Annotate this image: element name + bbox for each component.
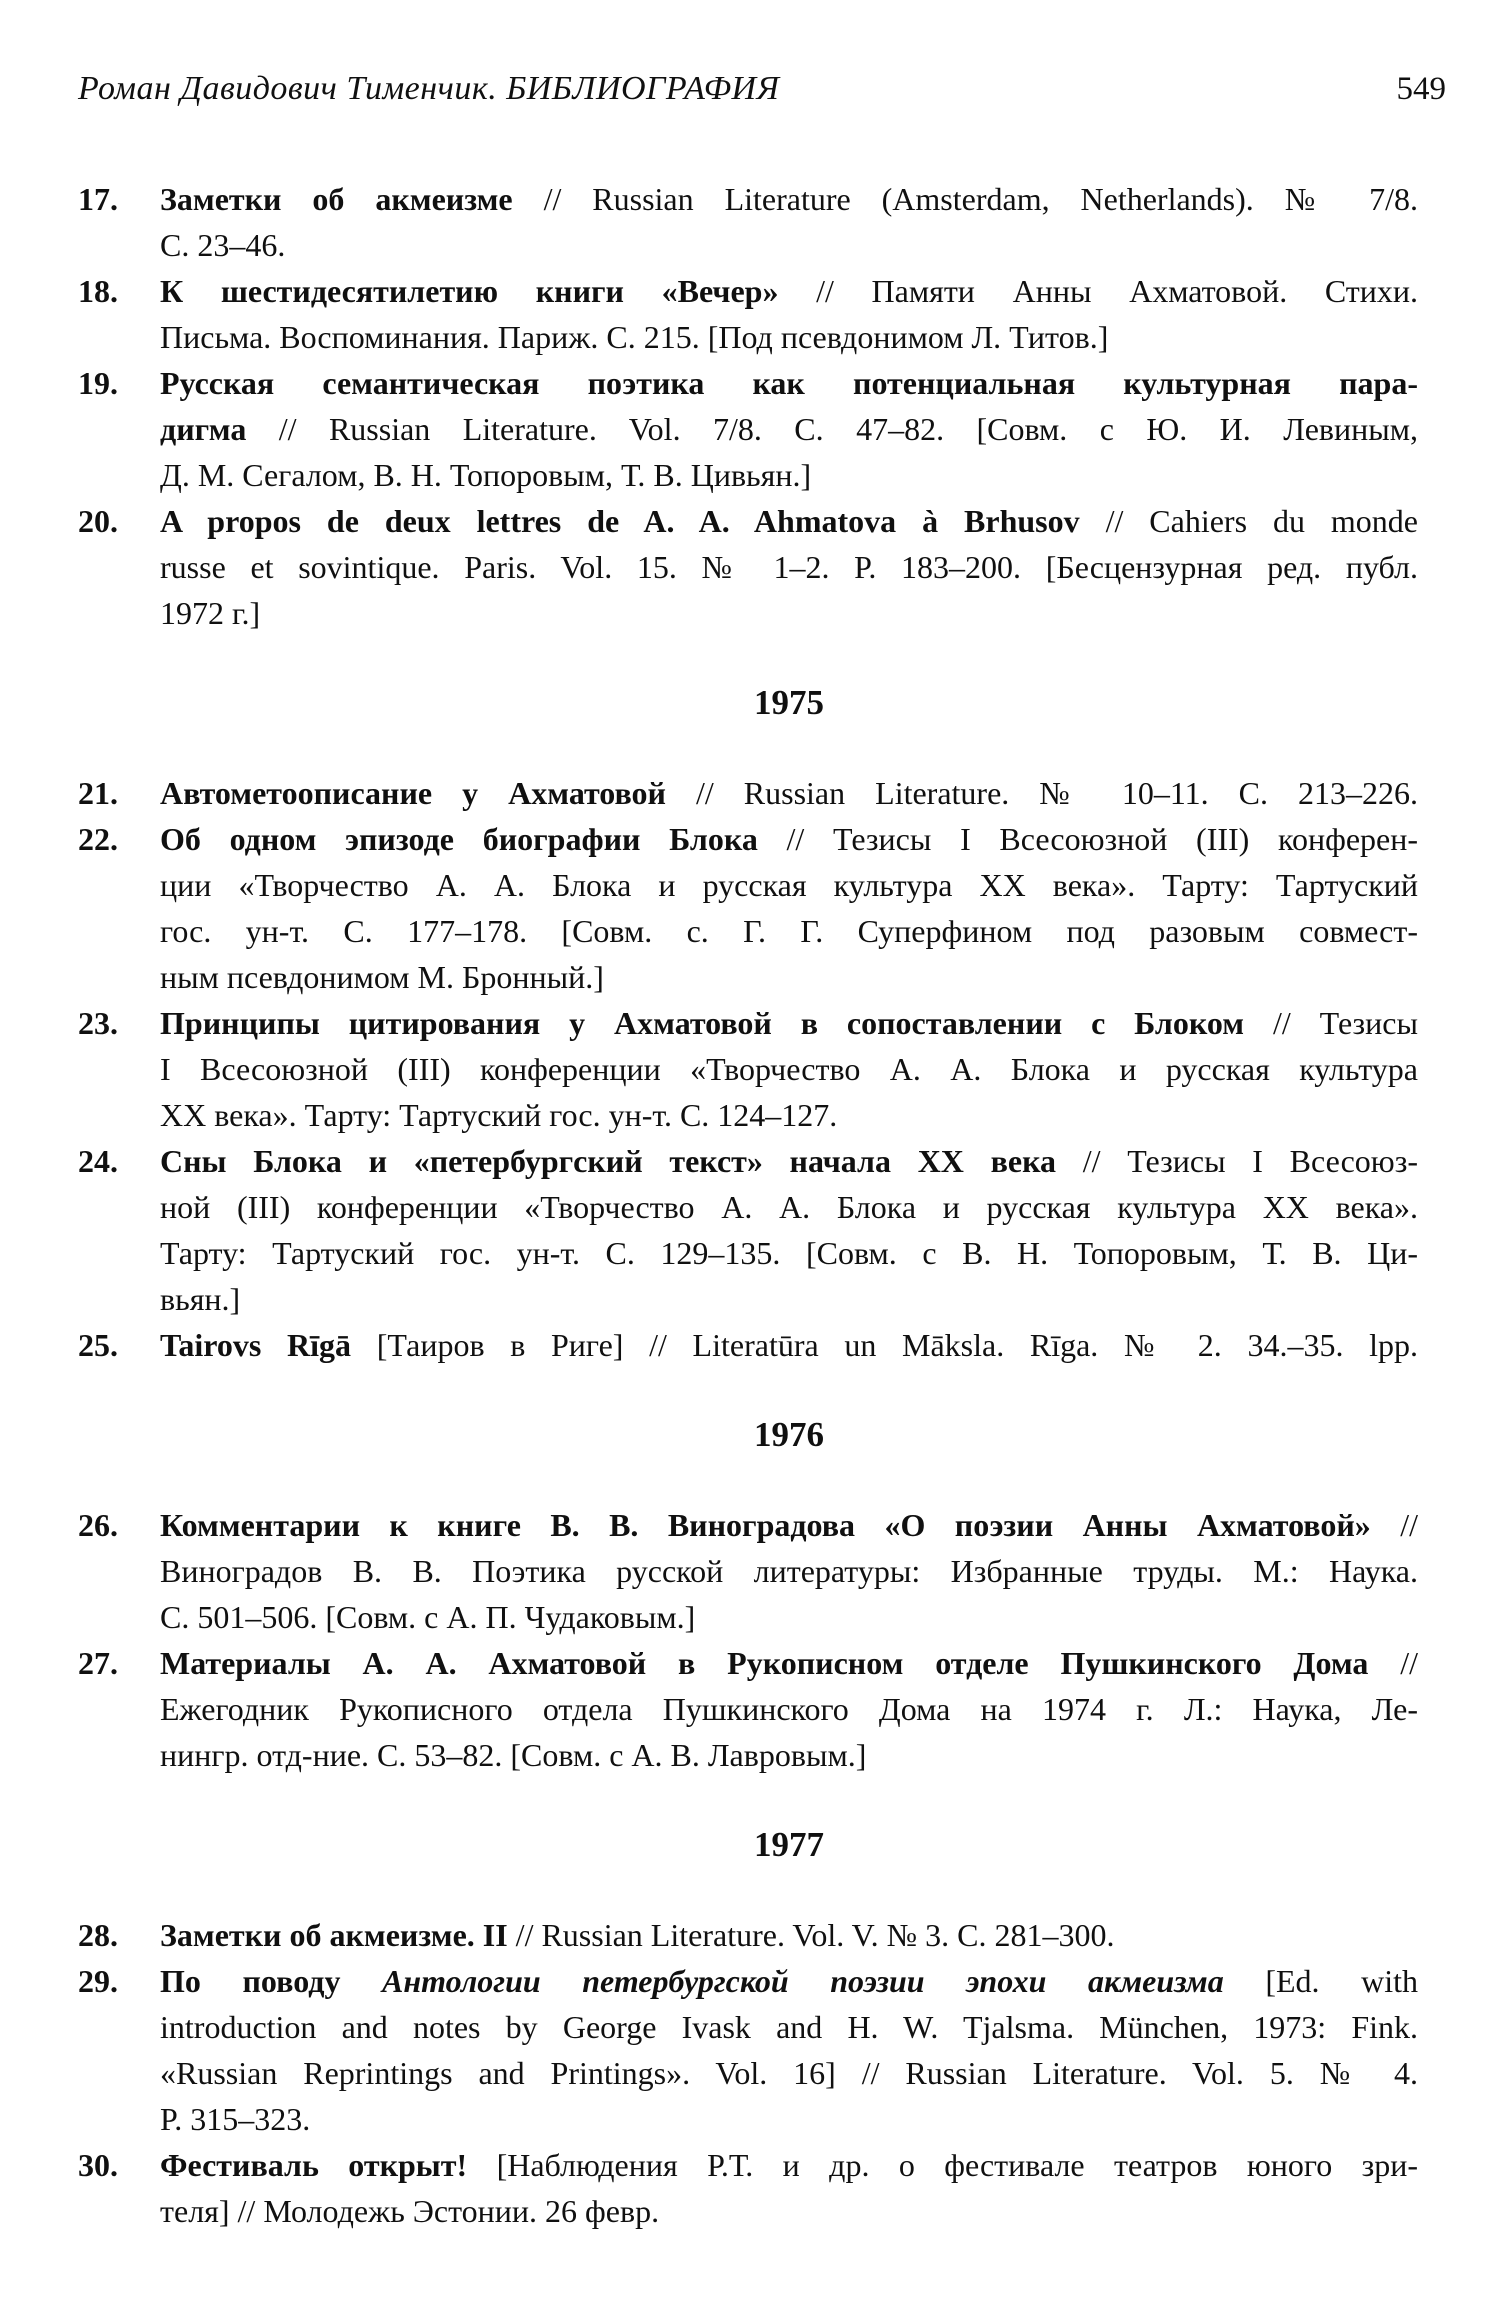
bibliography-entry bbox=[78, 1000, 1418, 1138]
entry-line bbox=[160, 1276, 1418, 1322]
entry-segment: По поводу bbox=[160, 1963, 383, 1999]
entry-line bbox=[160, 314, 1418, 360]
entry-segment: С. 23–46. bbox=[160, 227, 286, 263]
entry-segment: Комментарии к книге В. В. Виноградова «О поэзии Анны Ахматовой» bbox=[160, 1507, 1371, 1543]
entry-segment: Tairovs Rīgā bbox=[160, 1327, 352, 1363]
bibliography-entry bbox=[78, 498, 1418, 636]
entry-line bbox=[160, 2004, 1418, 2050]
entry-line bbox=[160, 862, 1418, 908]
year-heading: 1977 bbox=[754, 1825, 824, 1864]
entry-number: 27. bbox=[78, 1645, 118, 1681]
entry-line bbox=[160, 1686, 1418, 1732]
entry-number: 17. bbox=[78, 181, 118, 217]
entry-number: 26. bbox=[78, 1507, 118, 1543]
bibliography-list bbox=[78, 176, 1418, 2234]
entry-segment: Виноградов В. В. Поэтика русской литературы: Избранные труды. М.: Наука. bbox=[160, 1553, 1418, 1589]
entry-line bbox=[160, 2188, 1418, 2234]
entry-segment: ной (III) конференции «Творчество А. А. Блока и русская культура XX века». bbox=[160, 1189, 1418, 1225]
entry-line bbox=[160, 1046, 1418, 1092]
entry-line bbox=[160, 1594, 1418, 1640]
entry-segment: дигма bbox=[160, 411, 247, 447]
entry-line bbox=[160, 1138, 1418, 1184]
entry-number: 20. bbox=[78, 503, 118, 539]
entry-line bbox=[160, 954, 1418, 1000]
entry-number: 19. bbox=[78, 365, 118, 401]
entry-segment: ным псевдонимом М. Бронный.] bbox=[160, 959, 604, 995]
entry-segment: Д. М. Сегалом, В. Н. Топоровым, Т. В. Цивьян.] bbox=[160, 457, 812, 493]
bibliography-entry bbox=[78, 360, 1418, 498]
entry-segment: Антологии петербургской поэзии эпохи акмеизма bbox=[382, 1963, 1224, 1999]
entry-segment: Материалы А. А. Ахматовой в Рукописном отделе Пушкинского Дома bbox=[160, 1645, 1369, 1681]
entry-text bbox=[160, 1138, 1418, 1322]
entry-segment: // Тезисы bbox=[1244, 1005, 1419, 1041]
entry-segment: гос. ун-т. С. 177–178. [Совм. с. Г. Г. Суперфином под разовым совмест- bbox=[160, 913, 1418, 949]
entry-line bbox=[160, 1640, 1418, 1686]
entry-segment: russe et sovintique. Paris. Vol. 15. № 1–2. P. 183–200. [Бесцензурная ред. публ. bbox=[160, 549, 1418, 585]
entry-line bbox=[160, 770, 1418, 816]
entry-line bbox=[160, 498, 1418, 544]
entry-text bbox=[160, 498, 1418, 636]
bibliography-entry bbox=[78, 1138, 1418, 1322]
entry-text bbox=[160, 1000, 1418, 1138]
year-heading: 1975 bbox=[754, 683, 824, 722]
entry-segment: Заметки об акмеизме. II bbox=[160, 1917, 508, 1953]
entry-number: 23. bbox=[78, 1005, 118, 1041]
entry-segment: Принципы цитирования у Ахматовой в сопоставлении с Блоком bbox=[160, 1005, 1245, 1041]
entry-line bbox=[160, 1230, 1418, 1276]
entry-text bbox=[160, 1322, 1418, 1368]
entry-segment: «Russian Reprintings and Printings». Vol. 16] // Russian Literature. Vol. 5. № 4. bbox=[160, 2055, 1418, 2091]
entry-segment: // Тезисы I Всесоюз- bbox=[1056, 1143, 1419, 1179]
bibliography-entry bbox=[78, 1912, 1418, 1958]
entry-segment: // Тезисы I Всесоюзной (III) конферен- bbox=[757, 821, 1419, 857]
bibliography-entry bbox=[78, 268, 1418, 360]
entry-segment: // bbox=[1368, 1645, 1419, 1681]
entry-line bbox=[160, 1184, 1418, 1230]
page-header bbox=[78, 70, 1446, 108]
entry-line bbox=[160, 1092, 1418, 1138]
entry-segment: Об одном эпизоде биографии Блока bbox=[160, 821, 758, 857]
entry-number: 28. bbox=[78, 1917, 118, 1953]
entry-line bbox=[160, 452, 1418, 498]
entry-number: 30. bbox=[78, 2147, 118, 2183]
entry-segment: Ежегодник Рукописного отдела Пушкинского Дома на 1974 г. Л.: Наука, Ле- bbox=[160, 1691, 1418, 1727]
entry-segment: [Таиров в Риге] // Literatūra un Māksla. Rīga. № 2. 34.–35. lpp. bbox=[351, 1327, 1419, 1363]
entry-line bbox=[160, 1732, 1418, 1778]
bibliography-entry bbox=[78, 1502, 1418, 1640]
entry-segment: теля] // Молодежь Эстонии. 26 февр. bbox=[160, 2193, 660, 2229]
entry-number: 25. bbox=[78, 1327, 118, 1363]
entry-segment: // Russian Literature. Vol. V. № 3. С. 281–300. bbox=[507, 1917, 1115, 1953]
entry-segment: // bbox=[1370, 1507, 1419, 1543]
entry-segment: 1972 г.] bbox=[160, 595, 261, 631]
entry-segment: Автометоописание у Ахматовой bbox=[160, 775, 666, 811]
entry-text bbox=[160, 268, 1418, 360]
entry-segment: I Всесоюзной (III) конференции «Творчество А. А. Блока и русская культура bbox=[160, 1051, 1418, 1087]
entry-number: 29. bbox=[78, 1963, 118, 1999]
entry-line bbox=[160, 2096, 1418, 2142]
entry-segment: Фестиваль открыт! bbox=[160, 2147, 468, 2183]
entry-line bbox=[160, 908, 1418, 954]
entry-text bbox=[160, 816, 1418, 1000]
entry-number: 22. bbox=[78, 821, 118, 857]
entry-segment: A propos de deux lettres de A. A. Ahmatova à Brhusov bbox=[160, 503, 1080, 539]
entry-segment: С. 501–506. [Совм. с А. П. Чудаковым.] bbox=[160, 1599, 696, 1635]
entry-segment: // Russian Literature. № 10–11. С. 213–226. bbox=[666, 775, 1419, 811]
entry-segment: P. 315–323. bbox=[160, 2101, 311, 2137]
entry-line bbox=[160, 360, 1418, 406]
bibliography-entry bbox=[78, 176, 1418, 268]
entry-text bbox=[160, 1502, 1418, 1640]
entry-number: 18. bbox=[78, 273, 118, 309]
bibliography-entry bbox=[78, 1640, 1418, 1778]
entry-text bbox=[160, 1912, 1418, 1958]
entry-segment: Тарту: Тартуский гос. ун-т. С. 129–135. [Совм. с В. Н. Топоровым, Т. В. Ци- bbox=[160, 1235, 1418, 1271]
entry-number: 21. bbox=[78, 775, 118, 811]
entry-line bbox=[160, 2050, 1418, 2096]
entry-line bbox=[160, 590, 1418, 636]
entry-line bbox=[160, 1502, 1418, 1548]
entry-text bbox=[160, 360, 1418, 498]
entry-segment: [Наблюдения Р.Т. и др. о фестивале театров юного зри- bbox=[467, 2147, 1419, 2183]
entry-line bbox=[160, 544, 1418, 590]
entry-segment: ции «Творчество А. А. Блока и русская культура XX века». Тарту: Тартуский bbox=[160, 867, 1418, 903]
entry-segment: [Ed. with bbox=[1223, 1963, 1418, 1999]
bibliography-entry bbox=[78, 816, 1418, 1000]
entry-segment: introduction and notes by George Ivask and H. W. Tjalsma. München, 1973: Fink. bbox=[160, 2009, 1418, 2045]
entry-segment: нингр. отд-ние. С. 53–82. [Совм. с А. В. Лавровым.] bbox=[160, 1737, 867, 1773]
page-number: 549 bbox=[1396, 71, 1446, 107]
bibliography-entry bbox=[78, 1958, 1418, 2142]
entry-segment: // Russian Literature (Amsterdam, Netherlands). № 7/8. bbox=[512, 181, 1419, 217]
entry-line bbox=[160, 406, 1418, 452]
entry-text bbox=[160, 2142, 1418, 2234]
entry-line bbox=[160, 816, 1418, 862]
entry-line bbox=[160, 1912, 1418, 1958]
entry-line bbox=[160, 176, 1418, 222]
entry-line bbox=[160, 1958, 1418, 2004]
entry-segment: // Памяти Анны Ахматовой. Стихи. bbox=[778, 273, 1418, 309]
entry-segment: Заметки об акмеизме bbox=[160, 181, 513, 217]
entry-text bbox=[160, 176, 1418, 268]
entry-segment: // Cahiers du monde bbox=[1079, 503, 1419, 539]
entry-text bbox=[160, 1640, 1418, 1778]
bibliography-entry bbox=[78, 2142, 1418, 2234]
entry-segment: К шестидесятилетию книги «Вечер» bbox=[160, 273, 779, 309]
bibliography-entry bbox=[78, 1322, 1418, 1368]
entry-line bbox=[160, 268, 1418, 314]
entry-line bbox=[160, 1322, 1418, 1368]
entry-text bbox=[160, 1958, 1418, 2142]
entry-line bbox=[160, 1000, 1418, 1046]
bibliography-entry bbox=[78, 770, 1418, 816]
entry-line bbox=[160, 2142, 1418, 2188]
entry-segment: вьян.] bbox=[160, 1281, 241, 1317]
entry-segment: XX века». Тарту: Тартуский гос. ун-т. С. 124–127. bbox=[160, 1097, 838, 1133]
entry-segment: Русская семантическая поэтика как потенциальная культурная пара- bbox=[160, 365, 1418, 401]
entry-segment: Письма. Воспоминания. Париж. С. 215. [Под псевдонимом Л. Титов.] bbox=[160, 319, 1109, 355]
entry-line bbox=[160, 1548, 1418, 1594]
page-header-title: Роман Давидович Тименчик. БИБЛИОГРАФИЯ bbox=[78, 70, 780, 107]
entry-segment: // Russian Literature. Vol. 7/8. С. 47–82. [Совм. с Ю. И. Левиным, bbox=[246, 411, 1418, 447]
entry-number: 24. bbox=[78, 1143, 118, 1179]
entry-text bbox=[160, 770, 1418, 816]
entry-segment: Сны Блока и «петербургский текст» начала XX века bbox=[160, 1143, 1057, 1179]
year-heading: 1976 bbox=[754, 1415, 824, 1454]
entry-line bbox=[160, 222, 1418, 268]
